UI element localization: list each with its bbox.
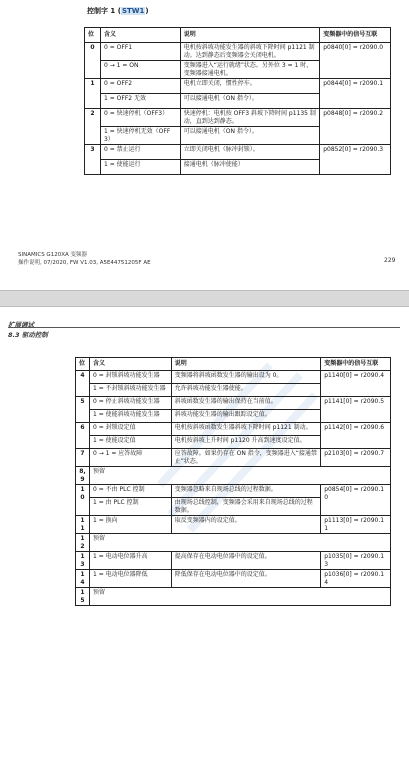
bit-description: 应答故障。如果仍存在 ON 指令，变频器进入“接通禁止”状态。 [171,449,320,467]
signal-interconnection: p0840[0] = r2090.0 [320,43,391,79]
signal-interconnection: p0844[0] = r2090.1 [320,79,391,109]
page-number: 229 [384,257,396,264]
bit-number: 14 [76,570,90,588]
signal-interconnection: p1142[0] = r2090.6 [321,423,391,449]
manual-page-230 [0,307,409,760]
signal-interconnection: p0848[0] = r2090.2 [320,109,391,145]
bit-meaning: 0 = 停止斜坡功能发生器 [89,397,171,410]
table-row [76,449,391,467]
column-header: 含义 [89,358,171,371]
table-row [85,109,391,127]
footer-manual-info: 操作说明, 07/2020, FW V1.03, A5E44751205F AE [18,260,151,266]
bit-description: 变频器将斜坡函数发生器的输出设为 0。 [171,371,320,384]
chapter-header: 扩展调试 [8,321,34,329]
signal-interconnection: p2103[0] = r2090.7 [321,449,391,467]
header-divider [8,327,400,328]
bit-description: 立即关闭电机（脉冲封锁）。 [180,145,320,160]
bit-number: 15 [76,588,90,606]
column-header: 位 [76,358,90,371]
table-row [76,423,391,436]
bit-meaning: 1 = OFF2 无效 [100,94,180,109]
column-header: 说明 [171,358,320,371]
bit-number: 8, 9 [76,467,90,485]
bit-description: 变频器进入“运行就绪”状态。另外位 3 = 1 时，变频器接通电机。 [180,61,320,79]
bit-meaning: 1 = 电动电位器升高 [89,552,171,570]
bit-meaning: 1 = 快速停机无效（OFF3） [100,127,180,145]
bit-meaning: 0 = 封锁斜坡功能发生器 [89,371,171,384]
bit-meaning: 0 → 1 = 应答故障 [89,449,171,467]
section-header: 8.3 驱动控制 [8,331,48,339]
signal-interconnection: p1140[0] = r2090.4 [321,371,391,397]
bit-description: 提高保存在电动电位器中的设定值。 [171,552,320,570]
bit-number: 1 [85,79,101,109]
bit-description: 斜坡函数发生器的输出保持在当前值。 [171,397,320,410]
column-header: 变频器中的信号互联 [321,358,391,371]
bit-number: 0 [85,43,101,79]
table-row [76,516,391,534]
control-word-title: 控制字 1 (STW1) [87,7,149,15]
bit-meaning: 0 = 快速停机（OFF3） [100,109,180,127]
bit-meaning: 0 = 禁止运行 [100,145,180,160]
bit-number: 2 [85,109,101,145]
signal-interconnection: p1113[0] = r2090.11 [321,516,391,534]
bit-meaning: 预留 [89,588,390,606]
column-header: 说明 [180,28,320,43]
table-row [85,145,391,160]
page-gap [0,290,409,307]
bit-meaning: 1 = 换向 [89,516,171,534]
column-header: 变频器中的信号互联 [320,28,391,43]
footer-product: SINAMICS G120XA 变频器 [18,252,87,258]
bit-meaning: 0 = OFF1 [100,43,180,61]
bit-description: 电机按斜坡功能发生器的斜坡下降时间 p1121 制动。达到静态后变频器会关闭电机。 [180,43,320,61]
manual-page-229 [0,0,409,290]
table-row [76,570,391,588]
bit-description: 降低保存在电动电位器中的设定值。 [171,570,320,588]
bit-meaning: 1 = 使能斜坡功能发生器 [89,410,171,423]
bit-description: 电机按斜坡函数发生器斜坡下降时间 p1121 制动。 [171,423,320,436]
bit-number: 10 [76,485,90,516]
bit-meaning: 1 = 使能设定值 [89,436,171,449]
signal-interconnection: p1035[0] = r2090.13 [321,552,391,570]
bit-description: 电机立即关闭，惯性停车。 [180,79,320,94]
table-row [85,79,391,94]
bit-number: 3 [85,145,101,175]
bit-number: 13 [76,552,90,570]
bit-meaning: 0 = 封锁设定值 [89,423,171,436]
table-row [76,588,391,606]
bit-meaning: 1 = 不封锁斜坡功能发生器 [89,384,171,397]
bit-meaning: 1 = 由 PLC 控制 [89,498,171,516]
column-header: 位 [85,28,101,43]
bit-meaning: 预留 [89,534,390,552]
table-header-row [76,358,391,371]
bit-description: 可以接通电机（ON 指令）。 [180,127,320,145]
table-row [76,467,391,485]
bit-description: 变频器忽略来自现场总线的过程数据。 [171,485,320,498]
bit-number: 7 [76,449,90,467]
signal-interconnection: p0852[0] = r2090.3 [320,145,391,175]
signal-interconnection: p0854[0] = r2090.10 [321,485,391,516]
bit-description: 允许斜坡功能发生器使能。 [171,384,320,397]
bit-meaning: 预留 [89,467,390,485]
bit-meaning: 1 = 电动电位器降低 [89,570,171,588]
table-header-row [85,28,391,43]
bit-number: 4 [76,371,90,397]
bit-description: 接通电机（脉冲使能） [180,160,320,175]
bit-meaning: 1 = 使能运行 [100,160,180,175]
bit-number: 11 [76,516,90,534]
table-row [76,397,391,410]
table-row [76,552,391,570]
bit-description: 快速停机：电机按 OFF3 斜坡下降时间 p1135 制动，直到达到静态。 [180,109,320,127]
signal-interconnection: p1141[0] = r2090.5 [321,397,391,423]
table-row [76,485,391,498]
bit-description: 斜坡功能发生器的输出跟踪设定值。 [171,410,320,423]
bit-number: 6 [76,423,90,449]
table-row [76,534,391,552]
bit-description: 可以接通电机（ON 指令）。 [180,94,320,109]
highlighted-stw1: STW1 [121,7,145,15]
column-header: 含义 [100,28,180,43]
signal-interconnection: p1036[0] = r2090.14 [321,570,391,588]
bit-meaning: 0 = 不由 PLC 控制 [89,485,171,498]
table-row [85,43,391,61]
control-word-table-bits-0-3 [84,27,391,175]
control-word-table-bits-4-15 [75,357,391,606]
table-row [76,371,391,384]
bit-description: 电机按斜坡上升时间 p1120 升高到速度设定值。 [171,436,320,449]
bit-meaning: 0 = OFF2 [100,79,180,94]
bit-number: 5 [76,397,90,423]
bit-meaning: 0 → 1 = ON [100,61,180,79]
bit-description: 由现场总线控制，变频器会采用来自现场总线的过程数据。 [171,498,320,516]
bit-number: 12 [76,534,90,552]
bit-description: 取反变频器内的设定值。 [171,516,320,534]
